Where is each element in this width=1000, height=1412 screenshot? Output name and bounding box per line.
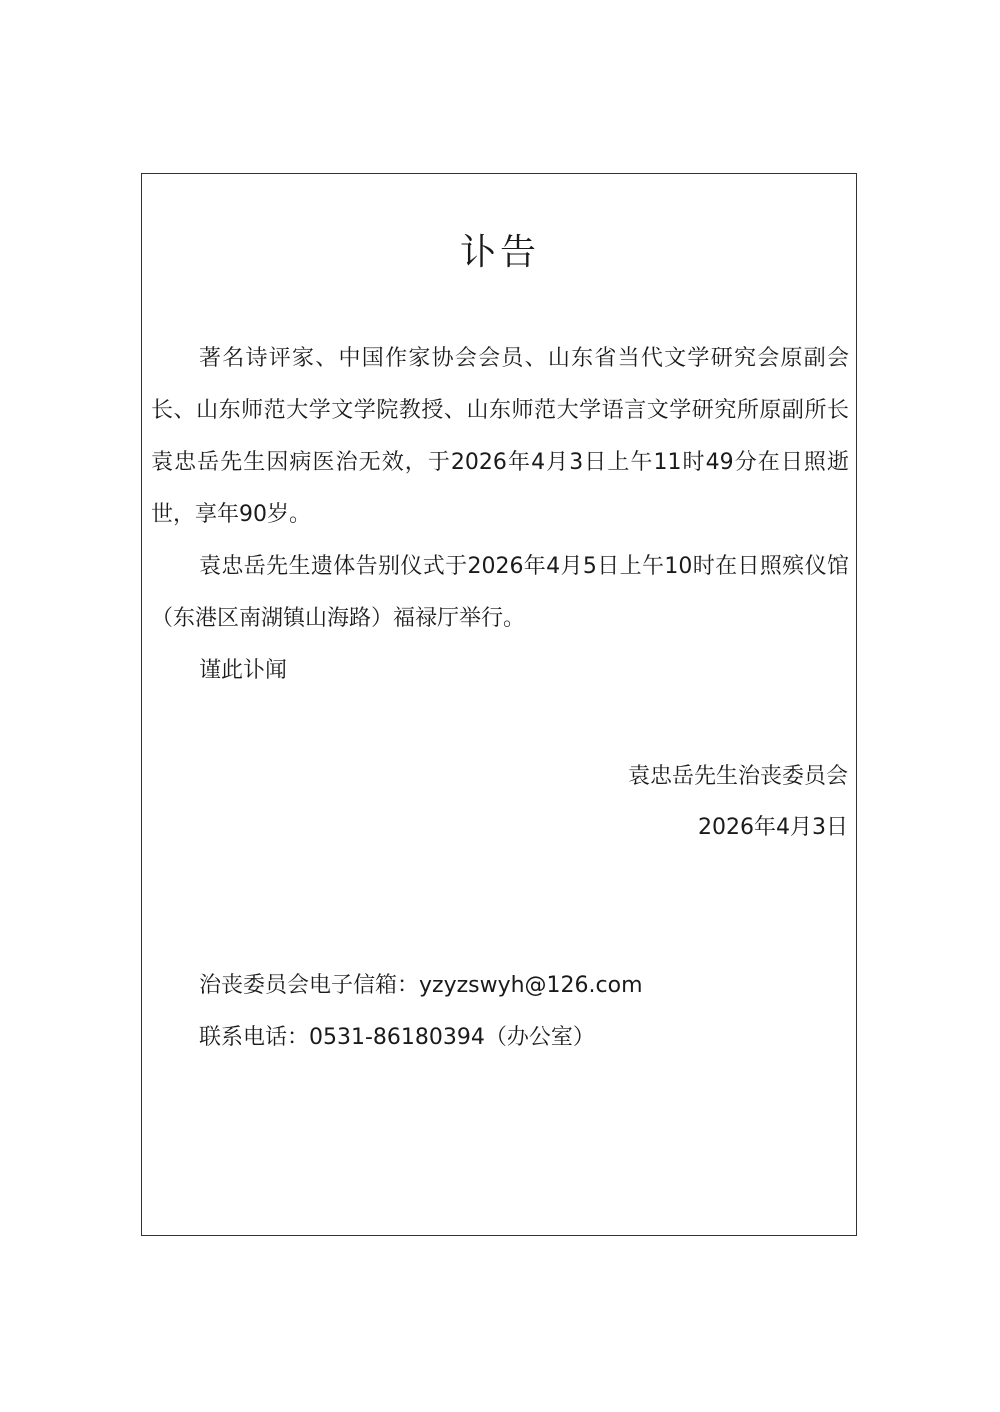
signature-organization: 袁忠岳先生治丧委员会: [627, 764, 848, 789]
contact-email-line: 治丧委员会电子信箱：yzyzswyh@126.com: [199, 973, 643, 998]
signature-date: 2026年4月3日: [698, 815, 848, 840]
contact-phone-line: 联系电话：0531-86180394（办公室）: [199, 1025, 595, 1050]
obituary-paragraph-announcement: 著名诗评家、中国作家协会会员、山东省当代文学研究会原副会长、山东师范大学文学院教授、山东师范大学语言文学研究所原副所长袁忠岳先生因病医治无效，于2026年4月3日上午11时49分在日照逝世，享年90岁。: [151, 346, 849, 527]
obituary-paragraph-closing: 谨此讣闻: [199, 658, 288, 683]
obituary-paragraph-farewell-ceremony: 袁忠岳先生遗体告别仪式于2026年4月5日上午10时在日照殡仪馆（东港区南湖镇山海路）福禄厅举行。: [151, 554, 849, 631]
document-title: 讣告: [459, 232, 540, 273]
